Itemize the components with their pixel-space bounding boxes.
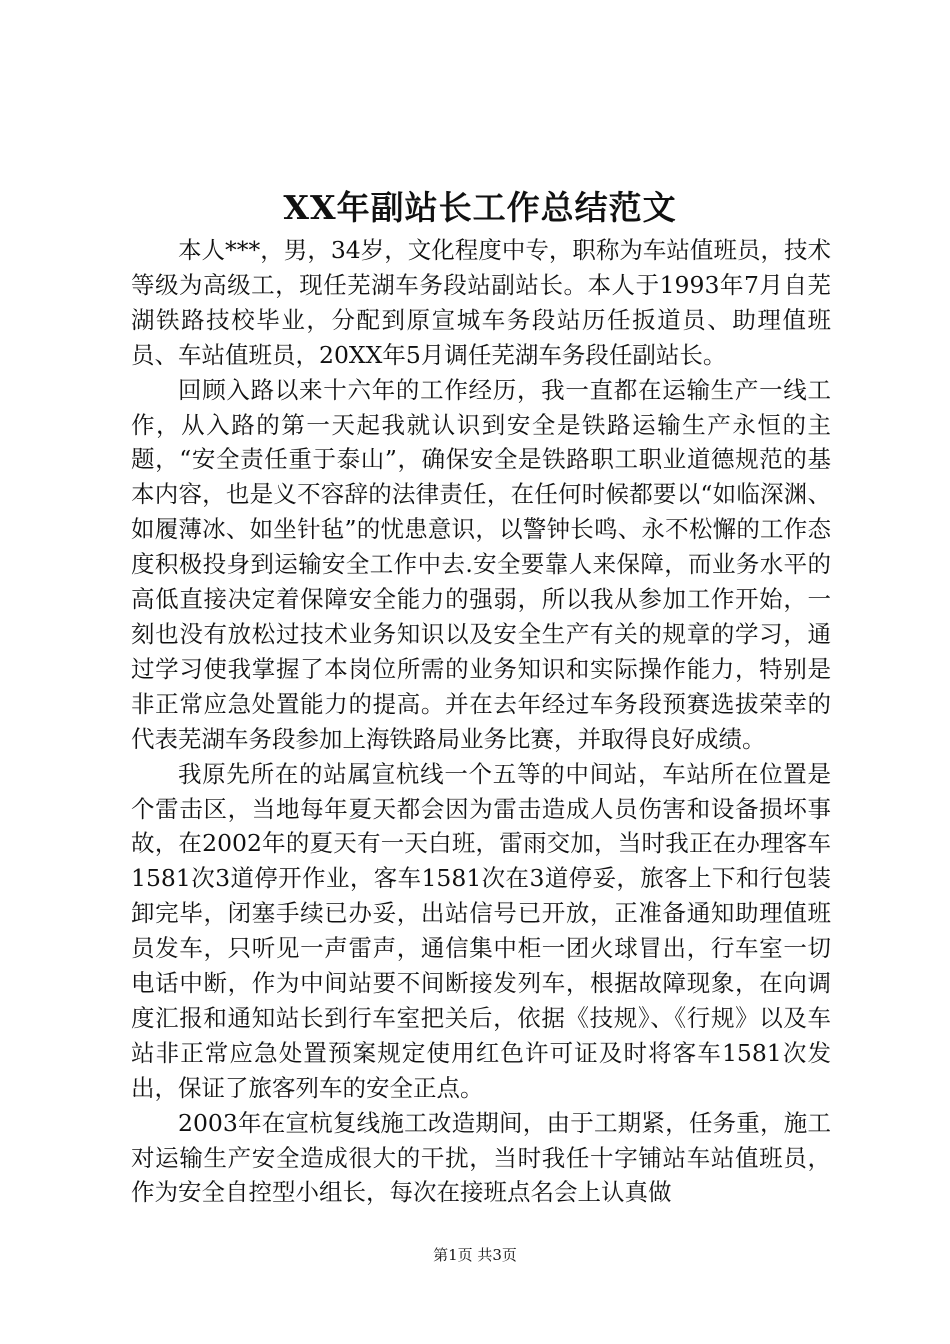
paragraph-construction-period: 2003年在宣杭复线施工改造期间，由于工期紧，任务重，施工对运输生产安全造成很大的干扰，当时我任十字铺站车站值班员，作为安全自控型小组长，每次在接班点名会上认真做 — [131, 1108, 831, 1207]
paragraph-lightning-incident: 我原先所在的站属宣杭线一个五等的中间站，车站所在位置是个雷击区，当地每年夏天都会因为雷击造成人员伤害和设备损坏事故，在2002年的夏天有一天白班，雷雨交加，当时我正在办理客车1581次3道停开作业，客车1581次在3道停妥，旅客上下和行包装卸完毕，闭塞手续已办妥，出站信号已开放，正准备通知助理值班员发车，只听见一声雷声，通信集中柜一团火球冒出，行车室一切电话中断，作为中间站要不间断接发列车，根据故障现象，在向调度汇报和通知站长到行车室把关后，依据《技规》、《行规》以及车站非正常应急处置预案规定使用红色许可证及时将客车1581次发出，保证了旅客列车的安全正点。 — [131, 759, 831, 1102]
paragraph-work-review: 回顾入路以来十六年的工作经历，我一直都在运输生产一线工作，从入路的第一天起我就认识到安全是铁路运输生产永恒的主题，“安全责任重于泰山”，确保安全是铁路职工职业道德规范的基本内容，也是义不容辞的法律责任，在任何时候都要以“如临深渊、如履薄冰、如坐针毡”的忧患意识，以警钟长鸣、永不松懈的工作态度积极投身到运输安全工作中去.安全要靠人来保障，而业务水平的高低直接决定着保障安全能力的强弱，所以我从参加工作开始，一刻也没有放松过技术业务知识以及安全生产有关的规章的学习，通过学习使我掌握了本岗位所需的业务知识和实际操作能力，特别是非正常应急处置能力的提高。并在去年经过车务段预赛选拔荣幸的代表芜湖车务段参加上海铁路局业务比赛，并取得良好成绩。 — [131, 375, 831, 753]
page-number-footer: 第1页 共3页 — [433, 1246, 517, 1264]
paragraph-personal-info: 本人***，男，34岁，文化程度中专，职称为车站值班员，技术等级为高级工，现任芜湖车务段站副站长。本人于1993年7月自芜湖铁路技校毕业，分配到原宣城车务段站历任扳道员、助理值班员、车站值班员，20XX年5月调任芜湖车务段任副站长。 — [131, 236, 831, 369]
document-body — [131, 233, 831, 1210]
document-title: XX年副站长工作总结范文 — [283, 188, 677, 227]
